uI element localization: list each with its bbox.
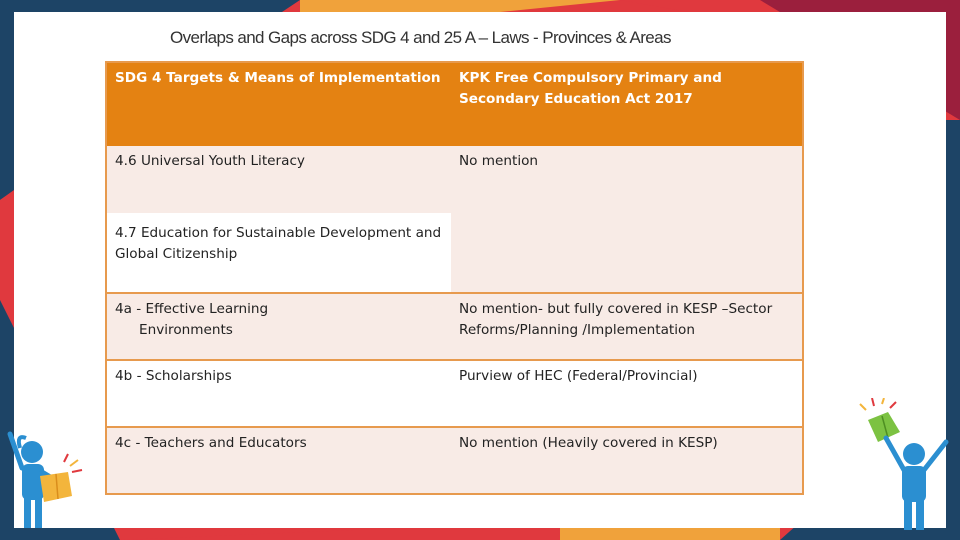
child-with-book-icon [852,398,952,536]
status-cell: No mention [451,146,803,293]
table-row [106,360,803,427]
child-reading-icon [6,424,90,538]
status-cell: No mention- but fully covered in KESP –Sector Reforms/Planning /Implementation [451,293,803,360]
target-cell [106,293,451,360]
table-row [106,427,803,494]
overlap-table [105,61,804,495]
table-header-row [106,62,803,146]
status-cell: No mention (Heavily covered in KESP) [451,427,803,494]
target-cell: 4.6 Universal Youth Literacy [106,146,451,213]
table-row [106,293,803,360]
target-cell: 4c - Teachers and Educators [106,427,451,494]
status-cell: Purview of HEC (Federal/Provincial) [451,360,803,427]
target-cell: 4b - Scholarships [106,360,451,427]
slide-title: Overlaps and Gaps across SDG 4 and 25 A – Laws - Provinces & Areas [170,28,671,47]
header-sdg-targets: SDG 4 Targets & Means of Implementation [106,62,451,146]
header-kpk-act: KPK Free Compulsory Primary and Secondary Education Act 2017 [451,62,803,146]
target-cell: 4.7 Education for Sustainable Development and Global Citizenship [106,213,451,293]
target-line: Environments [139,322,233,338]
table-row [106,146,803,213]
target-line: 4a - Effective Learning [115,301,269,317]
